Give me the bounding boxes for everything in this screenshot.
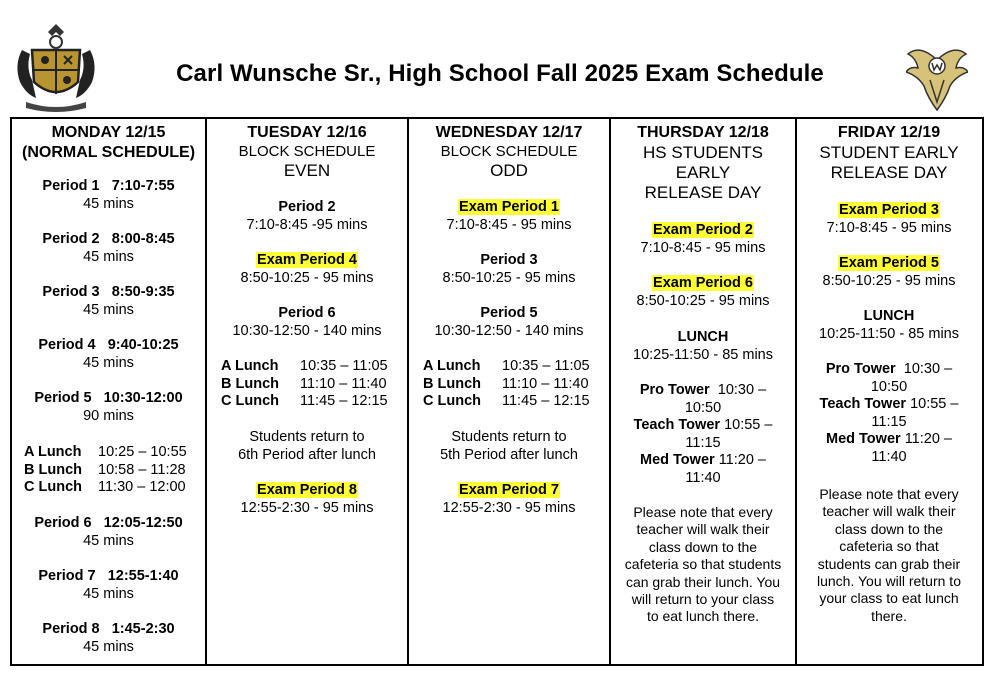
lunch-row: C Lunch 11:30 – 12:00 [24,479,186,495]
friday-towers: Pro Tower 10:30 – 10:50 Teach Tower 10:55 – 11:15 Med Tower 11:20 – 11:40 [797,361,981,466]
tower-row: Teach Tower 10:55 – [633,417,773,433]
monday-note: (NORMAL SCHEDULE) [21,144,196,161]
tower-row: Pro Tower 10:30 – [639,382,767,398]
monday-period-8: Period 8 1:45-2:30 45 mins [42,621,175,655]
monday-period-7: Period 7 12:55-1:40 45 mins [38,568,179,602]
friday-note: Please note that every teacher will walk their class down to the cafeteria so that students can grab their lunch. You will return to your class to eat lunch there. [817,486,961,624]
wednesday-return-note: Students return to 5th Period after lunch [440,429,578,463]
thursday-exam-2: Exam Period 6 8:50-10:25 - 95 mins [636,275,770,309]
wednesday-schedule: BLOCK SCHEDULE [440,143,578,160]
tuesday-column [207,119,409,664]
tower-row: Med Tower 11:20 – [640,452,766,468]
thursday-line-1: HS STUDENTS [643,143,763,162]
tuesday-block-3: Period 6 10:30-12:50 - 140 mins [232,305,382,339]
lunch-row: C Lunch 11:45 – 12:15 [423,393,590,409]
monday-day: MONDAY 12/15 [51,124,166,141]
wednesday-block-2: Period 3 8:50-10:25 - 95 mins [442,252,576,286]
friday-lunch: LUNCH 10:25-11:50 - 85 mins [819,308,959,342]
thursday-day: THURSDAY 12/18 [637,124,769,141]
page-title: Carl Wunsche Sr., High School Fall 2025 Exam Schedule [176,60,824,87]
thursday-towers: Pro Tower 10:30 – 10:50 Teach Tower 10:55 – 11:15 Med Tower 11:20 – 11:40 [611,382,795,487]
monday-period-5: Period 5 10:30-12:00 90 mins [34,390,183,424]
wednesday-final-exam: Exam Period 7 12:55-2:30 - 95 mins [442,482,576,516]
tower-row: Pro Tower 10:30 – [825,361,953,377]
thursday-column [611,119,797,664]
friday-day: FRIDAY 12/19 [837,124,941,141]
lunch-row: A Lunch 10:35 – 11:05 [221,358,388,374]
lunch-row: A Lunch 10:35 – 11:05 [423,358,590,374]
tuesday-block-2: Exam Period 4 8:50-10:25 - 95 mins [240,252,374,286]
monday-column [12,119,207,664]
tuesday-schedule: BLOCK SCHEDULE [238,143,376,160]
monday-lunches [24,444,205,497]
monday-period-6: Period 6 12:05-12:50 45 mins [34,515,183,549]
wednesday-type: ODD [490,161,528,180]
lunch-row: B Lunch 10:58 – 11:28 [24,461,186,478]
lunch-row: B Lunch 11:10 – 11:40 [221,375,387,392]
friday-line-2: RELEASE DAY [830,163,948,182]
tuesday-lunches [221,358,407,411]
friday-column [797,119,981,664]
lunch-row: C Lunch 11:45 – 12:15 [221,393,388,409]
tower-row: Med Tower 11:20 – [826,431,952,447]
thursday-exam-1: Exam Period 2 7:10-8:45 - 95 mins [640,222,766,256]
wednesday-block-1: Exam Period 1 7:10-8:45 - 95 mins [446,199,572,233]
thursday-note: Please note that every teacher will walk their class down to the cafeteria so that students can grab their lunch. You will return to your class to eat lunch there. [624,504,782,625]
monday-period-1: Period 1 7:10-7:55 45 mins [42,178,175,212]
tuesday-day: TUESDAY 12/16 [247,124,367,141]
friday-line-1: STUDENT EARLY [819,143,959,162]
wednesday-block-3: Period 5 10:30-12:50 - 140 mins [434,305,584,339]
tuesday-return-note: Students return to 6th Period after lunch [238,429,376,463]
exam-schedule-table [10,117,984,666]
lunch-row: A Lunch 10:25 – 10:55 [24,444,187,460]
tuesday-type: EVEN [283,161,331,180]
monday-period-2: Period 2 8:00-8:45 45 mins [42,231,175,265]
tuesday-block-1: Period 2 7:10-8:45 -95 mins [246,199,368,233]
wednesday-lunches [423,358,609,411]
thursday-line-2: EARLY [675,163,731,182]
monday-period-3: Period 3 8:50-9:35 45 mins [42,284,175,318]
tuesday-final-exam: Exam Period 8 12:55-2:30 - 95 mins [240,482,374,516]
wednesday-day: WEDNESDAY 12/17 [435,124,583,141]
wednesday-column [409,119,611,664]
lunch-row: B Lunch 11:10 – 11:40 [423,375,589,392]
thursday-lunch: LUNCH 10:25-11:50 - 85 mins [633,329,773,363]
friday-exam-1: Exam Period 3 7:10-8:45 - 95 mins [826,202,952,236]
thursday-line-3: RELEASE DAY [644,183,762,202]
monday-period-4: Period 4 9:40-10:25 45 mins [38,337,179,371]
friday-exam-2: Exam Period 5 8:50-10:25 - 95 mins [822,255,956,289]
tower-row: Teach Tower 10:55 – [819,396,959,412]
